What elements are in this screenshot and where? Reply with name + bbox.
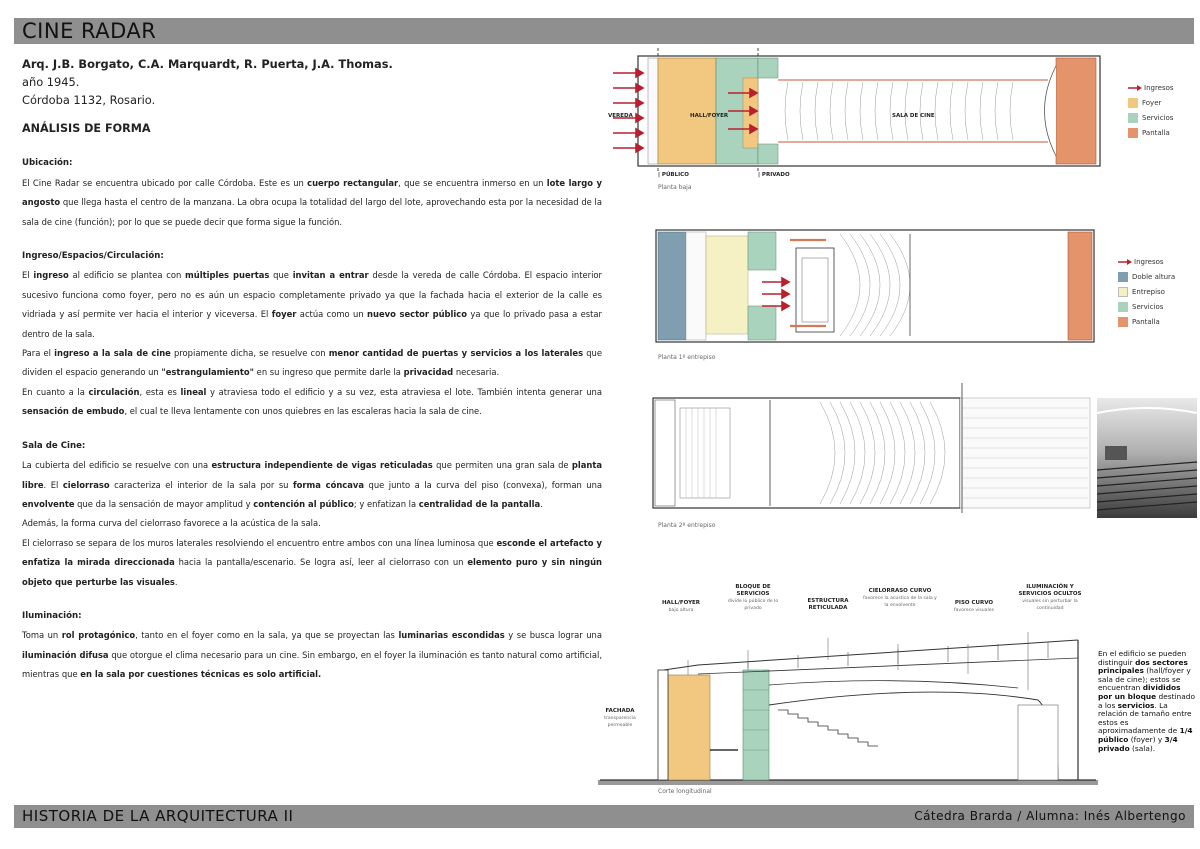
section-heading-ubicacion: Ubicación: <box>22 158 73 169</box>
paragraph-sala-3: El cielorraso se separa de los muros laterales resolviendo el encuentro entre ambos con una línea luminosa que esconde el artefacto y enfatiza la mirada direccionada hacia la pantalla/escenario. Se logra así, leer al cielorraso con un elemento puro y sin ningún objeto que perturbe las visuales. <box>22 537 603 587</box>
paragraph-sala-2: Además, la forma curva del cielorraso favorece a la acústica de la sala. <box>22 518 321 529</box>
footer-bar <box>14 805 1194 828</box>
label-hall-foyer: HALL/FOYER <box>690 113 729 119</box>
section-heading-iluminacion: Iluminación: <box>22 610 82 621</box>
arrow-icon <box>1118 258 1132 266</box>
label-cielorraso-curvo: CIELORRASO CURVO favorece la acústica de la sala y la envolvente <box>863 588 937 608</box>
label-estructura-reticulada: ESTRUCTURA RETICULADA <box>807 598 849 611</box>
section-heading-ingreso: Ingreso/Espacios/Circulación: <box>22 251 164 262</box>
legend-item-doble-altura: Doble altura <box>1118 269 1175 284</box>
analysis-title: ANÁLISIS DE FORMA <box>22 122 151 135</box>
caption-corte-longitudinal: Corte longitudinal <box>658 788 712 795</box>
architects: Arq. J.B. Borgato, C.A. Marquardt, R. Puerta, J.A. Thomas. <box>22 57 393 71</box>
section-heading-sala: Sala de Cine: <box>22 440 86 451</box>
year: año 1945. <box>22 75 80 89</box>
legend-item-pantalla: Pantalla <box>1128 125 1174 140</box>
legend-item-entrepiso: Entrepiso <box>1118 284 1175 299</box>
project-info <box>22 55 602 109</box>
label-bloque-servicios: BLOQUE DE SERVICIOS divide lo público de lo privado <box>727 584 779 611</box>
paragraph-ingreso-1: El ingreso al edificio se plantea con múltiples puertas que invitan a entrar desde la vereda de calle Córdoba. El espacio interior sucesivo funciona como foyer, pero no es aún un espacio completamente privado ya que la fachada hacia el exterior de la calle es vidriada y así permite ver hacia el interior y viceversa. El foyer actúa como un nuevo sector público ya que lo privado pasa a estar dentro de la sala. <box>22 270 603 339</box>
label-privado: | PRIVADO <box>758 172 790 178</box>
first-mezzanine-plan <box>650 222 1100 352</box>
legend-item-servicios: Servicios <box>1128 110 1174 125</box>
text-column <box>22 55 602 685</box>
legend-item-foyer: Foyer <box>1128 95 1174 110</box>
label-piso-curvo: PISO CURVO favorece visuales <box>954 600 994 613</box>
legend-planta-baja <box>1128 80 1174 140</box>
author-credit: Cátedra Brarda / Alumna: Inés Albertengo <box>914 809 1186 823</box>
address: Córdoba 1132, Rosario. <box>22 93 156 107</box>
paragraph-sala-1: La cubierta del edificio se resuelve con una estructura independiente de vigas reticuladas que permiten una gran sala de planta libre. El cielorraso caracteriza el interior de la sala por su forma cóncava que junto a la curva del piso (convexa), forman una envolvente que da la sensación de mayor amplitud y contención al público; y enfatizan la centralidad de la pantalla. <box>22 460 603 509</box>
label-fachada: FACHADA transparencia permeable <box>604 708 636 728</box>
title-bar <box>14 18 1194 44</box>
legend-item-servicios-2: Servicios <box>1118 299 1175 314</box>
second-mezzanine-plan <box>650 378 1095 518</box>
label-publico: | PÚBLICO <box>658 172 689 178</box>
label-iluminacion-servicios: ILUMINACIÓN Y SERVICIOS OCULTOS visuales sin perturbar la continuidad <box>1018 584 1082 611</box>
paragraph-ingreso-3: En cuanto a la circulación, esta es lineal y atraviesa todo el edificio y a su vez, esta atraviesa el lote. También intenta generar una sensación de embudo, el cual te lleva lentamente con unos quiebres en las escaleras hacia la sala de cine. <box>22 386 602 417</box>
caption-planta-baja: Planta baja <box>658 184 692 191</box>
paragraph-ubicacion: El Cine Radar se encuentra ubicado por calle Córdoba. Este es un cuerpo rectangular, que se encuentra inmerso en un lote largo y angosto que llega hasta el centro de la manzana. La obra ocupa la totalidad del largo del lote, aprovechando esta por la necesidad de la sala de cine (función); por lo que se puede decir que forma sigue la función. <box>22 177 602 227</box>
longitudinal-section <box>598 630 1098 785</box>
caption-planta-1-entrepiso: Planta 1º entrepiso <box>658 354 716 361</box>
page-title: CINE RADAR <box>22 19 157 43</box>
interior-photo <box>1097 398 1197 518</box>
side-note: En el edificio se pueden distinguir dos sectores principales (hall/foyer y sala de cine); estos se encuentran divididos por un bloque destinado a los servicios. La relación de tamaño entre estos es aproximadamente de 1/4 público (foyer) y 3/4 privado (sala). <box>1098 649 1195 753</box>
course-name: HISTORIA DE LA ARQUITECTURA II <box>22 807 294 825</box>
legend-item-ingresos-2: Ingresos <box>1118 254 1175 269</box>
paragraph-ingreso-2: Para el ingreso a la sala de cine propiamente dicha, se resuelve con menor cantidad de puertas y servicios a los laterales que dividen el espacio generando un "estrangulamiento" en su ingreso que permite darle la privacidad necesaria. <box>22 348 602 378</box>
label-sala-de-cine: SALA DE CINE <box>892 113 935 119</box>
label-vereda: VEREDA <box>608 113 633 119</box>
label-hall-foyer-section: HALL/FOYER bajo altura <box>661 600 701 613</box>
arrow-icon <box>1128 84 1142 92</box>
legend-item-pantalla-2: Pantalla <box>1118 314 1175 329</box>
legend-item-ingresos: Ingresos <box>1128 80 1174 95</box>
paragraph-iluminacion: Toma un rol protagónico, tanto en el foyer como en la sala, ya que se proyectan las luminarias escondidas y se busca lograr una iluminación difusa que otorgue el clima necesario para un cine. Sin embargo, en el foyer la iluminación es tanto natural como artificial, mientras que en la sala por cuestiones técnicas es solo artificial. <box>22 630 602 680</box>
caption-planta-2-entrepiso: Planta 2º entrepiso <box>658 522 716 529</box>
legend-entrepiso <box>1118 254 1175 329</box>
ground-floor-plan <box>608 48 1103 183</box>
